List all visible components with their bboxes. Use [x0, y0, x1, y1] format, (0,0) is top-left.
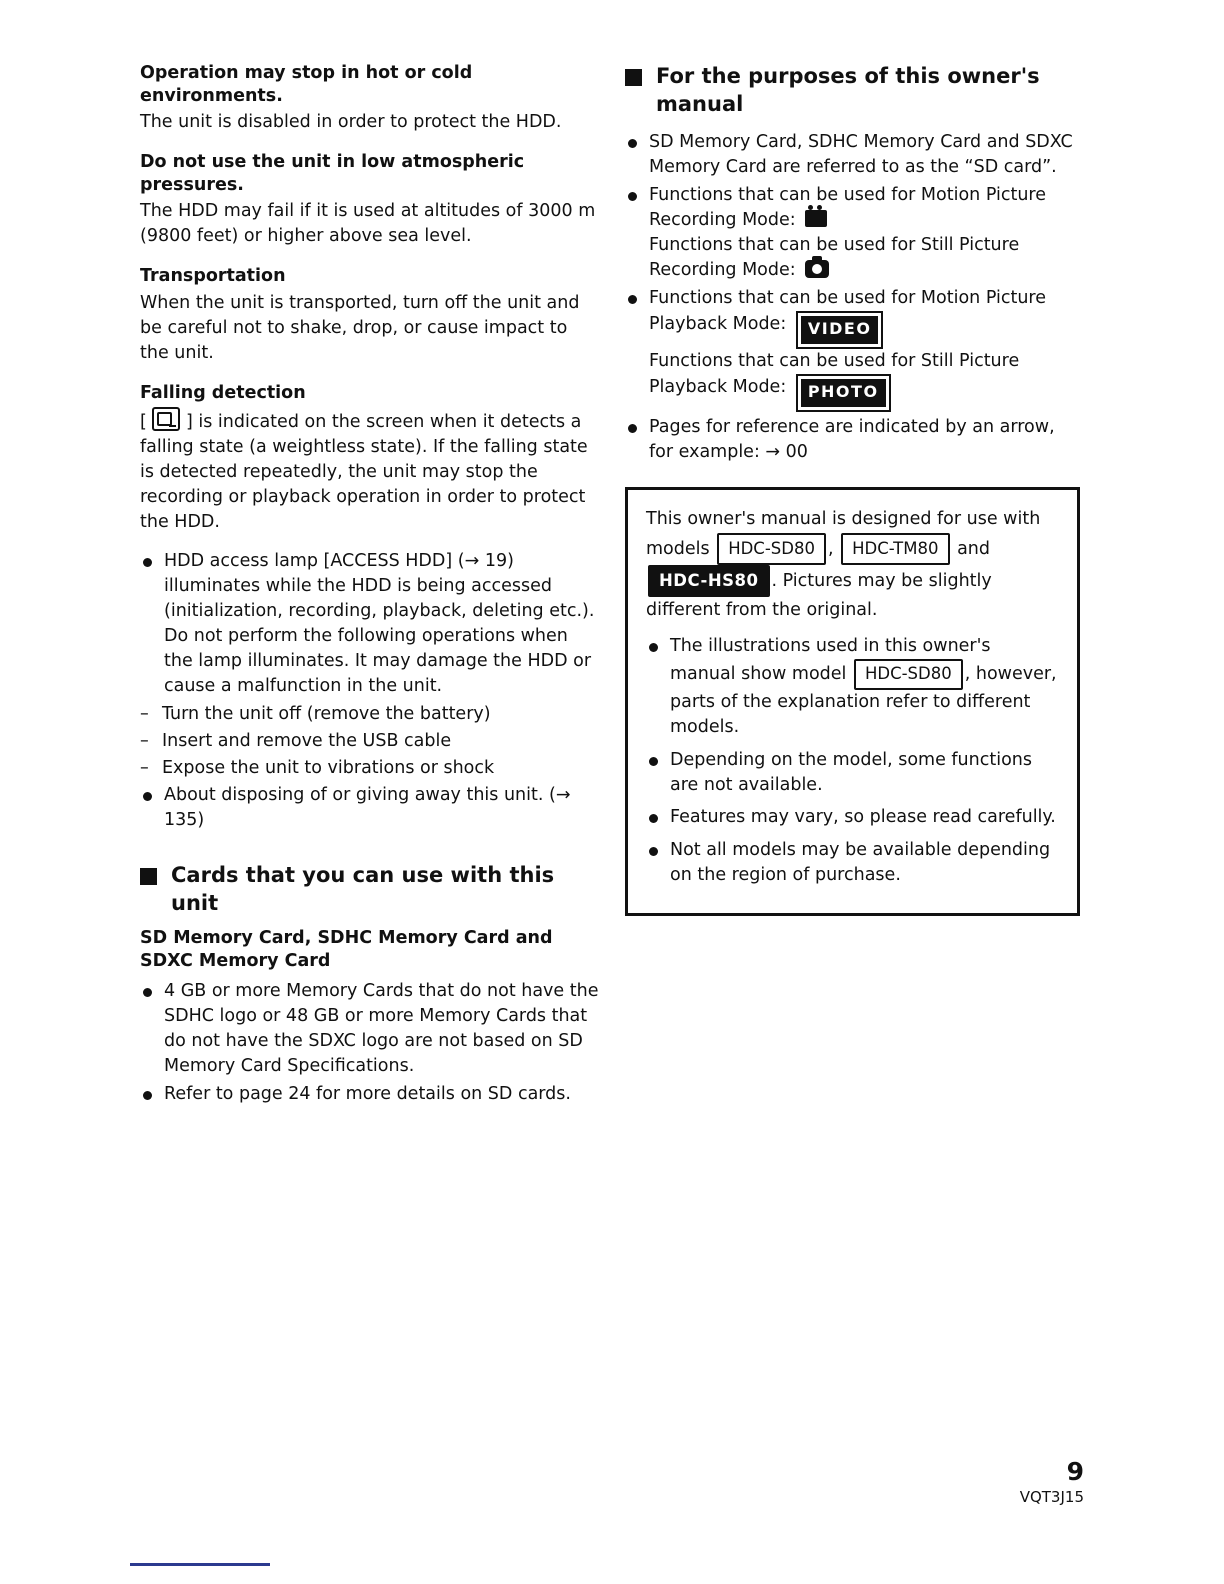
notice-box: [625, 487, 1080, 916]
card-bullets: [140, 979, 600, 1107]
list-item: [646, 634, 1059, 741]
notice-intro: [646, 506, 1059, 623]
photo-tag-label: PHOTO: [801, 379, 886, 407]
list-item: HDD access lamp [ACCESS HDD] (→ 19) illuminates while the HDD is being accessed (initialization, recording, playback, deleting etc.). Do not perform the following operations when the lamp illuminates. It may damage the HDD or cause a malfunction in the unit.: [140, 549, 600, 699]
list-item: Depending on the model, some functions are not available.: [646, 748, 1059, 799]
list-item: Features may vary, so please read carefully.: [646, 805, 1059, 830]
falling-detection-icon: [152, 407, 180, 431]
list-item: [625, 286, 1080, 412]
notice-bullets: [646, 634, 1059, 889]
model-badge-hs80: HDC-HS80: [648, 565, 770, 597]
camera-icon: [805, 260, 829, 278]
motion-playback-text: Functions that can be used for Motion Picture Playback Mode:: [649, 288, 1046, 335]
video-tag-label: VIDEO: [801, 316, 879, 344]
section-title-cards: Cards that you can use with this unit: [171, 862, 555, 916]
list-item: Pages for reference are indicated by an arrow, for example: → 00: [625, 415, 1080, 465]
list-item: [625, 183, 1080, 283]
purposes-bullets: [625, 130, 1080, 465]
model-separator: ,: [827, 538, 834, 559]
heading-falling-detection: Falling detection: [140, 382, 306, 403]
motion-record-text: Functions that can be used for Motion Picture Recording Mode:: [649, 185, 1046, 231]
still-playback-text: Functions that can be used for Still Picture Playback Mode:: [649, 351, 1020, 398]
body-falling-detection: [140, 407, 600, 535]
model-badge-tm80: HDC-TM80: [841, 533, 949, 565]
heading-hot-cold: Operation may stop in hot or cold environments.: [140, 63, 473, 107]
heading-transportation: Transportation: [140, 266, 286, 287]
section-heading-cards: [140, 861, 600, 917]
list-item: – Turn the unit off (remove the battery): [140, 702, 600, 727]
left-column: [140, 62, 600, 1110]
body-hot-cold: The unit is disabled in order to protect the HDD.: [140, 112, 562, 133]
bracket-open: [: [140, 411, 147, 432]
heading-low-pressure: Do not use the unit in low atmospheric pressures.: [140, 152, 525, 196]
right-column: [625, 62, 1080, 916]
video-tag: [796, 311, 884, 349]
list-item: About disposing of or giving away this unit. (→ 135): [140, 783, 600, 833]
list-item: Refer to page 24 for more details on SD cards.: [140, 1082, 600, 1107]
section-heading-purposes: [625, 62, 1080, 118]
square-bullet-icon: [140, 868, 157, 885]
document-code: VQT3J15: [1019, 1488, 1084, 1506]
model-badge-sd80-inline: HDC-SD80: [854, 659, 963, 690]
page-corner-mark: [130, 1563, 270, 1566]
notice-intro-part2: and: [957, 538, 991, 559]
still-record-text: Functions that can be used for Still Picture Recording Mode:: [649, 235, 1020, 281]
falling-detection-text: ] is indicated on the screen when it detects a falling state (a weightless state). If the falling state is detected repeatedly, the unit may stop the recording or playback operation in order to protect the HDD.: [140, 411, 588, 532]
list-item: SD Memory Card, SDHC Memory Card and SDXC Memory Card are referred to as the “SD card”.: [625, 130, 1080, 180]
model-badge-sd80: HDC-SD80: [717, 533, 826, 565]
disposal-bullets: [140, 783, 600, 833]
page-number: 9: [1066, 1457, 1084, 1486]
list-item: Not all models may be available depending on the region of purchase.: [646, 838, 1059, 889]
notice-intro-part3: . Pictures may be slightly different from the original.: [646, 570, 992, 620]
notice-bullet-0-after: , however, parts of the explanation refer to different models.: [670, 663, 1057, 738]
subheading-card-types: SD Memory Card, SDHC Memory Card and SDXC Memory Card: [140, 928, 553, 972]
square-bullet-icon: [625, 69, 642, 86]
notice-intro-part1: This owner's manual is designed for use with models: [646, 509, 1041, 559]
photo-tag: [796, 374, 891, 412]
section-title-purposes: For the purposes of this owner's manual: [656, 64, 1040, 117]
falling-detection-dash-list: [140, 702, 600, 781]
list-item: – Expose the unit to vibrations or shock: [140, 756, 600, 781]
list-item: 4 GB or more Memory Cards that do not have the SDHC logo or 48 GB or more Memory Cards that do not have the SDXC logo are not based on SD Memory Card Specifications.: [140, 979, 600, 1079]
body-low-pressure: The HDD may fail if it is used at altitudes of 3000 m (9800 feet) or higher above sea level.: [140, 201, 596, 247]
page-footer: [1020, 1459, 1084, 1506]
notice-bullet-0-before: The illustrations used in this owner's manual show model: [670, 635, 991, 684]
falling-detection-bullets: [140, 549, 600, 699]
list-item: – Insert and remove the USB cable: [140, 729, 600, 754]
movie-camera-icon: [805, 210, 827, 227]
body-transportation: When the unit is transported, turn off the unit and be careful not to shake, drop, or cause impact to the unit.: [140, 292, 580, 363]
